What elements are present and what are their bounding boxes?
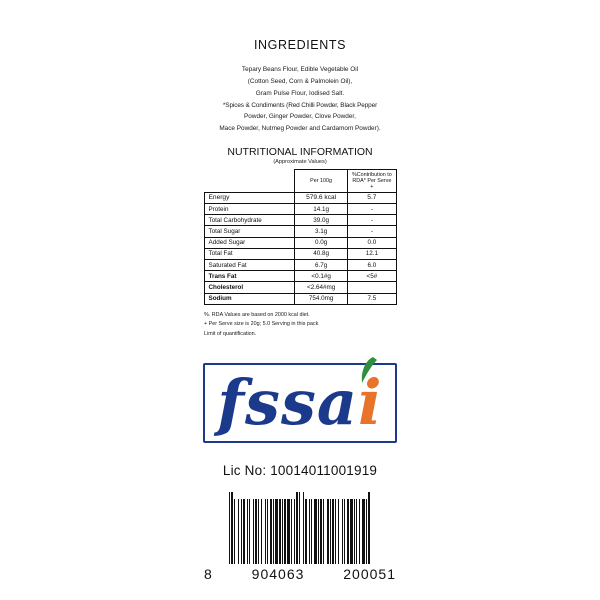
nutrient-rda: - [348, 226, 396, 237]
table-row [204, 271, 396, 282]
nutrient-name: Cholesterol [204, 282, 295, 293]
nutrient-per100g: 579.6 kcal [295, 192, 348, 203]
barcode-left-digit: 8 [204, 566, 213, 583]
table-row [204, 192, 396, 203]
nutrition-title: NUTRITIONAL INFORMATION [227, 146, 373, 159]
nutrition-footnotes [204, 311, 404, 339]
ingredients-line: (Cotton Seed, Corn & Palmolein Oil), [247, 77, 353, 85]
barcode-group-2: 200051 [343, 566, 396, 583]
barcode-digits [202, 566, 398, 582]
ingredients-title: INGREDIENTS [253, 38, 347, 52]
nutrition-subtitle: (Approximate Values) [273, 159, 327, 166]
table-row [204, 204, 396, 215]
nutrient-per100g: 754.0mg [295, 293, 348, 304]
fssai-wordmark-i: i [358, 366, 383, 440]
nutrient-name: Total Carbohydrate [204, 215, 295, 226]
nutrition-col-rda: %Contribution to RDA* Per Serve + [348, 170, 396, 193]
nutrient-rda: 5.7 [348, 192, 396, 203]
fssai-logo [203, 355, 397, 451]
nutrient-per100g: 40.8g [295, 248, 348, 259]
nutrient-name: Total Sugar [204, 226, 295, 237]
nutrient-rda: <5# [348, 271, 396, 282]
nutrient-per100g: 39.0g [295, 215, 348, 226]
nutrient-name: Energy [204, 192, 295, 203]
footnote-line: + Per Serve size is 20g; 5.0 Serving in this pack [204, 321, 319, 328]
fssai-wordmark-main: fssa [217, 366, 359, 440]
nutrition-col-per100g: Per 100g [295, 170, 348, 193]
nutrition-col-name [204, 170, 295, 193]
nutrient-per100g: 3.1g [295, 226, 348, 237]
ingredients-line: Gram Pulse Flour, Iodised Salt. [255, 89, 345, 97]
table-row [204, 259, 396, 270]
table-row [204, 248, 396, 259]
nutrient-per100g: 0.0g [295, 237, 348, 248]
table-row [204, 215, 396, 226]
nutrient-rda [348, 282, 396, 293]
nutrient-name: Trans Fat [204, 271, 295, 282]
nutrient-rda: - [348, 215, 396, 226]
table-row [204, 226, 396, 237]
ingredients-line: Powder, Ginger Powder, Clove Powder, [244, 113, 356, 121]
nutrient-rda: 6.0 [348, 259, 396, 270]
footnote-line: %. RDA Values are based on 2000 kcal diet. [204, 311, 310, 318]
nutrition-table [204, 169, 397, 305]
nutrient-per100g: 14.1g [295, 204, 348, 215]
table-row [204, 282, 396, 293]
nutrient-per100g: 6.7g [295, 259, 348, 270]
barcode-bars [202, 492, 398, 564]
licence-number: Lic No: 10014011001919 [222, 463, 378, 479]
nutrient-rda: 0.0 [348, 237, 396, 248]
table-row [204, 237, 396, 248]
nutrient-name: Protein [204, 204, 295, 215]
nutrient-rda: - [348, 204, 396, 215]
nutrient-per100g: <0.1#g [295, 271, 348, 282]
table-row [204, 293, 396, 304]
leaf-icon [353, 355, 379, 385]
ingredients-line: Tepary Beans Flour, Edible Vegetable Oil [241, 66, 359, 73]
nutrient-name: Sodium [204, 293, 295, 304]
nutrient-name: Saturated Fat [204, 259, 295, 270]
table-header-row [204, 170, 396, 193]
ingredients-line: Mace Powder, Nutmeg Powder and Cardamom Powder). [219, 125, 381, 133]
ingredients-text [196, 64, 404, 135]
barcode-group-1: 904063 [251, 566, 305, 583]
ingredients-line: *Spices & Condiments (Red Chilli Powder, Black Pepper [222, 101, 378, 109]
nutrient-per100g: <2.64#mg [295, 282, 348, 293]
nutrient-name: Total Fat [204, 248, 295, 259]
nutrient-name: Added Sugar [204, 237, 295, 248]
nutrient-rda: 7.5 [348, 293, 396, 304]
footnote-line: Limit of quantification. [204, 330, 257, 337]
nutrient-rda: 12.1 [348, 248, 396, 259]
barcode [202, 492, 398, 582]
product-label-panel [196, 0, 404, 600]
